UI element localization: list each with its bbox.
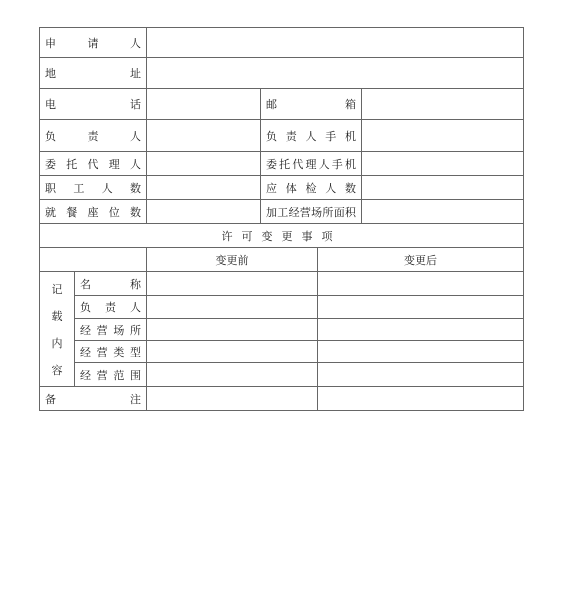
record-rows [75,272,523,386]
label-char: 就 [45,205,56,219]
label-char: 所 [129,323,141,337]
field-business-type-after[interactable] [318,341,523,362]
field-name-before[interactable] [147,272,318,295]
label-char: 代 [87,157,99,171]
label-char: 托 [279,157,291,171]
label-char: 址 [130,67,141,80]
label-char: 理 [305,157,317,171]
label-char: 负 [266,129,277,143]
field-remarks-after[interactable] [318,387,523,410]
header-after: 变更后 [404,253,437,267]
field-person-before[interactable] [147,296,318,318]
label-char: 场 [311,205,323,219]
header-before: 变更前 [147,248,318,271]
record-row-name [75,272,523,296]
record-row-person-in-charge [75,296,523,319]
label-char: 工 [277,205,289,219]
record-row-business-scope [75,363,523,386]
label-business-scope [75,363,147,386]
label-char: 责 [105,301,116,314]
label-char: 范 [113,368,125,382]
label-char: 营 [96,323,108,337]
label-char: 话 [130,98,141,111]
label-char: 职 [45,181,56,195]
record-char: 记 [51,282,63,296]
label-applicant [40,28,147,57]
field-agent-mobile[interactable] [362,152,523,175]
label-char: 负 [80,301,91,314]
record-char: 内 [51,336,63,350]
label-char: 人 [305,129,317,143]
label-char: 责 [87,129,99,143]
label-dining-seats [40,200,147,223]
field-processing-area[interactable] [362,200,523,223]
label-premises [75,319,147,340]
label-char: 经 [80,345,91,359]
row-seats-area [39,200,524,224]
label-agent-mobile [261,152,362,175]
label-person-in-charge-mobile [261,120,362,151]
label-char: 人 [130,157,141,171]
label-char: 称 [130,277,141,291]
label-char: 餐 [66,205,78,219]
label-char: 数 [130,205,141,219]
label-char: 位 [108,205,120,219]
label-char: 箱 [345,98,356,111]
label-char: 负 [45,129,56,143]
row-person-in-charge [39,120,524,152]
field-dining-seats[interactable] [147,200,261,223]
row-address [39,58,524,89]
row-changes-header [39,248,524,272]
field-name-after[interactable] [318,272,523,295]
label-char: 委 [45,157,56,171]
label-char: 加 [266,205,277,219]
record-char: 容 [51,363,63,377]
label-char: 委 [266,157,277,171]
label-char: 备 [45,392,56,406]
label-char: 手 [325,129,337,143]
label-char: 人 [101,181,113,195]
permit-change-form [39,27,524,411]
record-row-business-type [75,341,523,363]
label-char: 人 [130,36,141,50]
label-char: 地 [45,67,56,80]
label-business-type [75,341,147,362]
field-person-in-charge-mobile[interactable] [362,120,523,151]
changes-header-blank [40,248,147,271]
field-staff-count[interactable] [147,176,261,199]
label-char: 机 [345,129,356,143]
label-char: 注 [130,392,141,406]
label-email [261,89,362,119]
field-agent[interactable] [147,152,261,175]
label-agent [40,152,147,175]
label-char: 请 [87,36,99,50]
label-char: 代 [292,157,304,171]
label-address [40,58,147,88]
row-staff [39,176,524,200]
label-char: 电 [45,98,56,111]
label-char: 检 [305,181,317,195]
label-phone [40,89,147,119]
record-content-label [40,272,75,386]
field-remarks-before[interactable] [147,387,318,410]
changes-title: 许可变更事项 [221,229,342,243]
field-person-after[interactable] [318,296,523,318]
label-char: 类 [113,345,125,359]
label-char: 座 [87,205,99,219]
label-char: 人 [325,181,337,195]
label-char: 数 [345,181,356,195]
field-address[interactable] [147,58,523,88]
label-char: 托 [66,157,78,171]
label-char: 体 [285,181,297,195]
label-remarks [40,387,147,410]
label-char: 人 [318,157,330,171]
row-phone-email [39,89,524,120]
field-business-scope-after[interactable] [318,363,523,386]
label-char: 营 [96,368,108,382]
label-char: 人 [130,301,141,314]
label-person-in-charge [40,120,147,151]
label-record-person-in-charge [75,296,147,318]
label-char: 场 [113,323,125,337]
field-premises-before[interactable] [147,319,318,340]
label-char: 经 [80,323,91,337]
label-char: 营 [299,205,311,219]
label-health-check-count [261,176,362,199]
label-name [75,272,147,295]
label-char: 数 [129,181,141,195]
field-phone[interactable] [147,89,261,119]
label-char: 型 [129,345,141,359]
label-char: 经 [288,205,300,219]
row-agent [39,152,524,176]
label-char: 经 [80,368,91,382]
field-business-type-before[interactable] [147,341,318,362]
label-char: 名 [80,277,91,291]
label-char: 人 [130,129,141,143]
label-char: 机 [344,157,356,171]
field-health-check-count[interactable] [362,176,523,199]
row-remarks [39,387,524,411]
label-char: 理 [108,157,120,171]
label-char: 积 [344,205,356,219]
field-person-in-charge[interactable] [147,120,261,151]
label-char: 应 [266,181,277,195]
label-char: 营 [96,345,108,359]
label-char: 面 [333,205,345,219]
label-char: 责 [285,129,297,143]
label-staff-count [40,176,147,199]
label-char: 邮 [266,98,277,111]
row-changes-title [39,224,524,248]
label-char: 所 [322,205,334,219]
label-char: 工 [73,181,85,195]
record-char: 载 [51,309,63,323]
record-row-premises [75,319,523,341]
field-business-scope-before[interactable] [147,363,318,386]
label-char: 申 [45,36,56,50]
label-processing-area [261,200,362,223]
label-char: 手 [331,157,343,171]
field-applicant[interactable] [147,28,523,57]
label-char: 围 [129,368,141,382]
record-content-block [39,272,524,387]
field-email[interactable] [362,89,523,119]
field-premises-after[interactable] [318,319,523,340]
row-applicant [39,27,524,58]
